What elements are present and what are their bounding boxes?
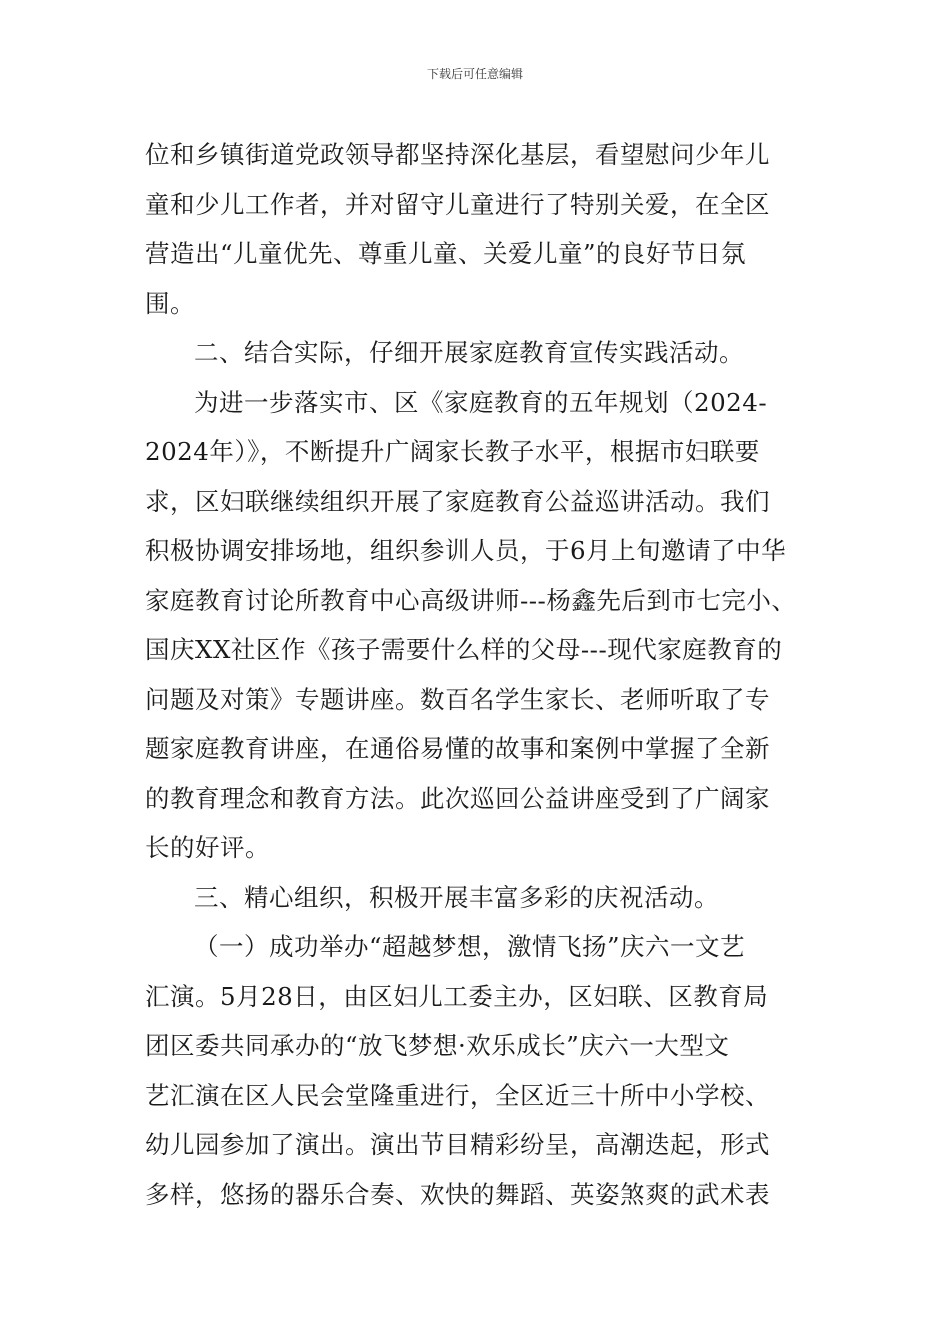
text-line: 汇演。5月28日，由区妇儿工委主办，区妇联、区教育局 bbox=[145, 981, 769, 1011]
text-line: 多样，悠扬的器乐合奏、欢快的舞蹈、英姿煞爽的武术表 bbox=[145, 1179, 770, 1209]
text-line: 幼儿园参加了演出。演出节目精彩纷呈，高潮迭起，形式 bbox=[145, 1130, 770, 1159]
text-line: 为进一步落实市、区《家庭教育的五年规划（2024- bbox=[194, 387, 768, 417]
text-line: 长的好评。 bbox=[145, 833, 270, 862]
text-line: 求，区妇联继续组织开展了家庭教育公益巡讲活动。我们 bbox=[145, 486, 770, 516]
text-line: 国庆XX社区作《孩子需要什么样的父母---现代家庭教育的 bbox=[145, 635, 783, 664]
text-line: 二、结合实际，仔细开展家庭教育宣传实践活动。 bbox=[194, 338, 744, 367]
text-line: 围。 bbox=[145, 288, 195, 318]
text-line: 题家庭教育讲座，在通俗易懂的故事和案例中掌握了全新 bbox=[145, 734, 770, 763]
text-line: 家庭教育讨论所教育中心高级讲师---杨鑫先后到市七完小、 bbox=[145, 585, 797, 615]
document-body bbox=[145, 130, 815, 1219]
text-line: 问题及对策》专题讲座。数百名学生家长、老师听取了专 bbox=[145, 684, 770, 714]
text-line: 积极协调安排场地，组织参训人员，于6月上旬邀请了中华 bbox=[145, 536, 787, 565]
text-line: 2024年）》，不断提升广阔家长教子水平，根据市妇联要 bbox=[145, 437, 760, 466]
text-line: 营造出“儿童优先、尊重儿童、关爱儿童”的良好节日氛 bbox=[145, 239, 747, 268]
text-line: （一）成功举办“超越梦想，激情飞扬”庆六一文艺 bbox=[194, 932, 746, 961]
page-header: 下载后可任意编辑 bbox=[426, 67, 523, 81]
text-line: 的教育理念和教育方法。此次巡回公益讲座受到了广阔家 bbox=[145, 783, 770, 813]
text-line: 三、精心组织，积极开展丰富多彩的庆祝活动。 bbox=[194, 882, 719, 912]
text-line: 位和乡镇街道党政领导都坚持深化基层，看望慰问少年儿 bbox=[145, 140, 770, 169]
text-line: 团区委共同承办的“放飞梦想·欢乐成长”庆六一大型文 bbox=[145, 1031, 730, 1060]
text-line: 艺汇演在区人民会堂隆重进行，全区近三十所中小学校、 bbox=[145, 1080, 770, 1110]
text-line: 童和少儿工作者，并对留守儿童进行了特别关爱，在全区 bbox=[145, 189, 770, 219]
